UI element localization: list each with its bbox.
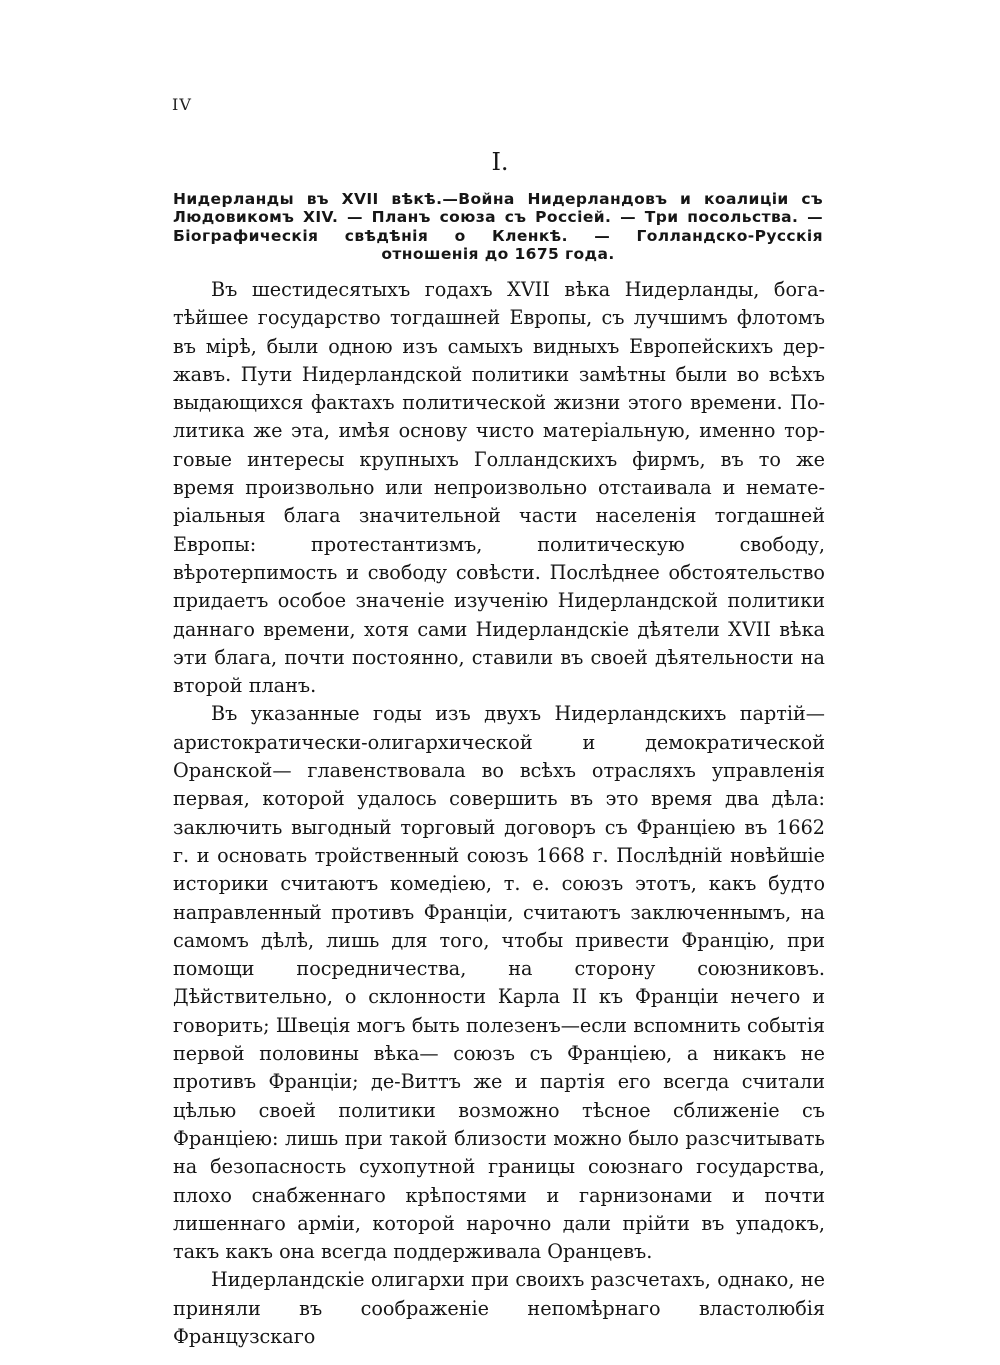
- paragraph: Въ шестидесятыхъ годахъ XVII вѣка Нидерланды, богатѣйшее государство тогдашней Европы, съ лучшимъ флотомъ въ мірѣ, были одною изъ самыхъ видныхъ Европейскихъ державъ. Пути Нидерландской политики замѣтны были во всѣхъ выдающихся фактахъ политической жизни этого времени. Политика же эта, имѣя основу чисто матеріальную, именно торговые интересы крупныхъ Голландскихъ фирмъ, въ то же время произвольно или непроизвольно отстаивала и нематеріальныя блага значительной части населенія тогдашней Европы: протестантизмъ, политическую свободу, вѣротерпимость и свободу совѣсти. Послѣднее обстоятельство придаетъ особое значеніе изученію Нидерландской политики даннаго времени, хотя сами Нидерландскіе дѣятели XVII вѣка эти блага, почти постоянно, ставили въ своей дѣятельности на второй планъ.: [173, 278, 825, 698]
- page-number: IV: [172, 95, 192, 114]
- body-text: [173, 276, 825, 1351]
- paragraph: Нидерландскіе олигархи при своихъ разсчетахъ, однако, не приняли въ соображеніе непомѣрнаго властолюбія Французскаго: [173, 1268, 825, 1348]
- paragraph: Въ указанные годы изъ двухъ Нидерландскихъ партій— аристократически-олигархической и демократической Оранской— главенствовала во всѣхъ отрасляхъ управленія первая, которой удалось совершить въ это время два дѣла: заключить выгодный торговый договоръ съ Франціею въ 1662 г. и основать тройственный союзъ 1668 г. Послѣдній новѣйшіе историки считаютъ комедіею, т. е. союзъ этотъ, какъ будто направленный противъ Франціи, считаютъ заключеннымъ, на самомъ дѣлѣ, лишь для того, чтобы привести Францію, при помощи посредничества, на сторону союзниковъ. Дѣйствительно, о склонности Карла II къ Франціи нечего и говорить; Швеція могъ быть полезенъ—если вспомнить событія первой половины вѣка— союзъ съ Франціею, а никакъ не противъ Франціи; де-Виттъ же и партія его всегда считали цѣлью своей политики возможно тѣсное сближеніе съ Франціею: лишь при такой близости можно было разсчитывать на безопасность сухопутной границы союзнаго государства, плохо снабженнаго крѣпостями и гарнизонами и почти лишеннаго арміи, которой нарочно дали прійти въ упадокъ, такъ какъ она всегда поддерживала Оранцевъ.: [173, 702, 825, 1264]
- chapter-summary: Нидерланды въ XVII вѣкѣ.—Война Нидерландовъ и коалиціи съ Людовикомъ XIV. — Планъ союза съ Россіей. — Три посольства. — Біографическія свѣдѣнія о Кленкѣ. — Голландско-Русскія отношенія до 1675 года.: [173, 190, 823, 264]
- chapter-number: I.: [491, 148, 509, 176]
